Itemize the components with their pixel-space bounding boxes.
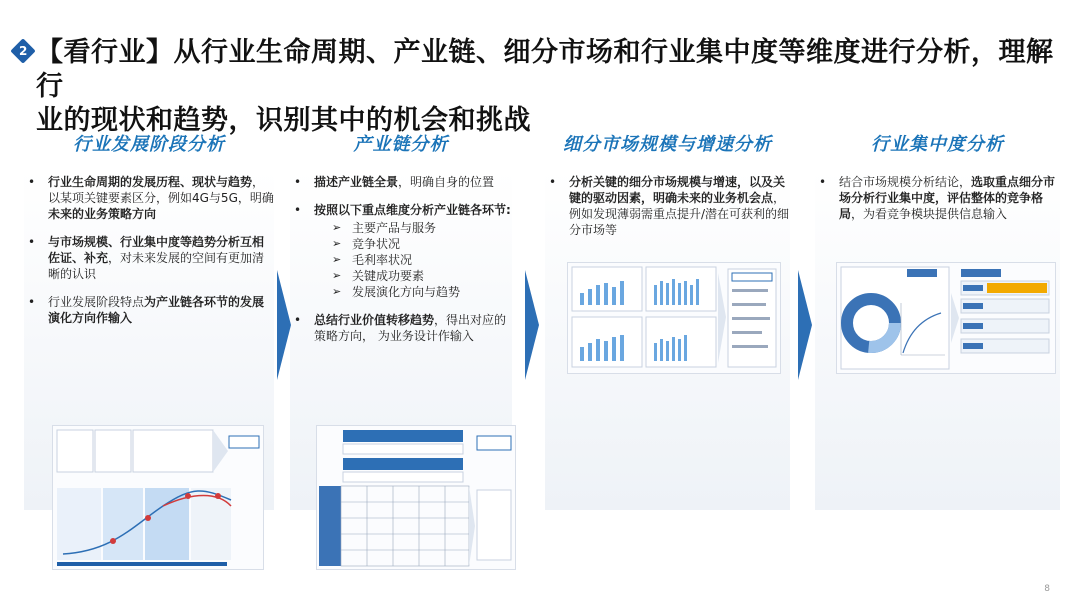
bullet-item: • 与市场规模、行业集中度等趋势分析互相佐证、补充，对未来发展的空间有更加清晰的认识 bbox=[24, 234, 274, 282]
lifecycle-thumbnail bbox=[52, 425, 264, 570]
title-row bbox=[14, 36, 1070, 138]
flow-arrow bbox=[525, 270, 539, 380]
column-lifecycle bbox=[24, 130, 274, 338]
bullet-list bbox=[545, 174, 790, 238]
column-concentration bbox=[815, 130, 1060, 234]
lifecycle-thumbnail-graphic bbox=[53, 426, 263, 569]
bullet-item: • 行业发展阶段特点为产业链各环节的发展演化方向作输入 bbox=[24, 294, 274, 326]
column-heading: 产业链分析 bbox=[353, 134, 449, 155]
sub-item: ➢ 关键成功要素 bbox=[314, 268, 512, 284]
bullet-item: • 分析关键的细分市场规模与增速，以及关键的驱动因素，明确未来的业务机会点，例如发现薄弱需重点提升/潜在可获利的细分市场等 bbox=[545, 174, 790, 238]
sub-item: ➢ 毛利率状况 bbox=[314, 252, 512, 268]
bullet-item: • 总结行业价值转移趋势，得出对应的策略方向， 为业务设计作输入 bbox=[290, 312, 512, 344]
column-industry-chain bbox=[290, 130, 512, 356]
segment-charts-thumbnail-graphic bbox=[568, 263, 780, 373]
chain-table-thumbnail-graphic bbox=[317, 426, 515, 569]
number-badge: 2 bbox=[10, 38, 35, 63]
column-heading: 行业集中度分析 bbox=[871, 134, 1004, 155]
bullet-list bbox=[24, 174, 274, 326]
bullet-item: • 行业生命周期的发展历程、现状与趋势，以某项关键要素区分，例如4G与5G，明确未来的业务策略方向 bbox=[24, 174, 274, 222]
bullet-item: • 结合市场规模分析结论，选取重点细分市场分析行业集中度，评估整体的竞争格局，为看竞争模块提供信息输入 bbox=[815, 174, 1060, 222]
bullet-item: • 描述产业链全景，明确自身的位置 bbox=[290, 174, 512, 190]
column-heading: 细分市场规模与增速分析 bbox=[563, 134, 772, 155]
bullet-item: • 按照以下重点维度分析产业链各环节: ➢ 主要产品与服务 ➢ 竞争状况 ➢ 毛利率状况 ➢ 关键成功要素 ➢ 发展演化方向与趋势 bbox=[290, 202, 512, 300]
sub-item: ➢ 竞争状况 bbox=[314, 236, 512, 252]
page-title: 【看行业】从行业生命周期、产业链、细分市场和行业集中度等维度进行分析，理解行 业的现状和趋势，识别其中的机会和挑战 bbox=[36, 37, 1054, 136]
page-number: 8 bbox=[1044, 584, 1050, 594]
sub-item: ➢ 主要产品与服务 bbox=[314, 220, 512, 236]
chain-table-thumbnail bbox=[316, 425, 516, 570]
column-heading: 行业发展阶段分析 bbox=[73, 134, 225, 155]
concentration-thumbnail bbox=[836, 262, 1056, 374]
flow-arrow bbox=[277, 270, 291, 380]
segment-charts-thumbnail bbox=[567, 262, 781, 374]
bullet-list bbox=[815, 174, 1060, 222]
flow-arrow bbox=[798, 270, 812, 380]
column-segment-market bbox=[545, 130, 790, 250]
sub-list bbox=[314, 220, 512, 300]
concentration-thumbnail-graphic bbox=[837, 263, 1055, 373]
bullet-list bbox=[290, 174, 512, 344]
sub-item: ➢ 发展演化方向与趋势 bbox=[314, 284, 512, 300]
